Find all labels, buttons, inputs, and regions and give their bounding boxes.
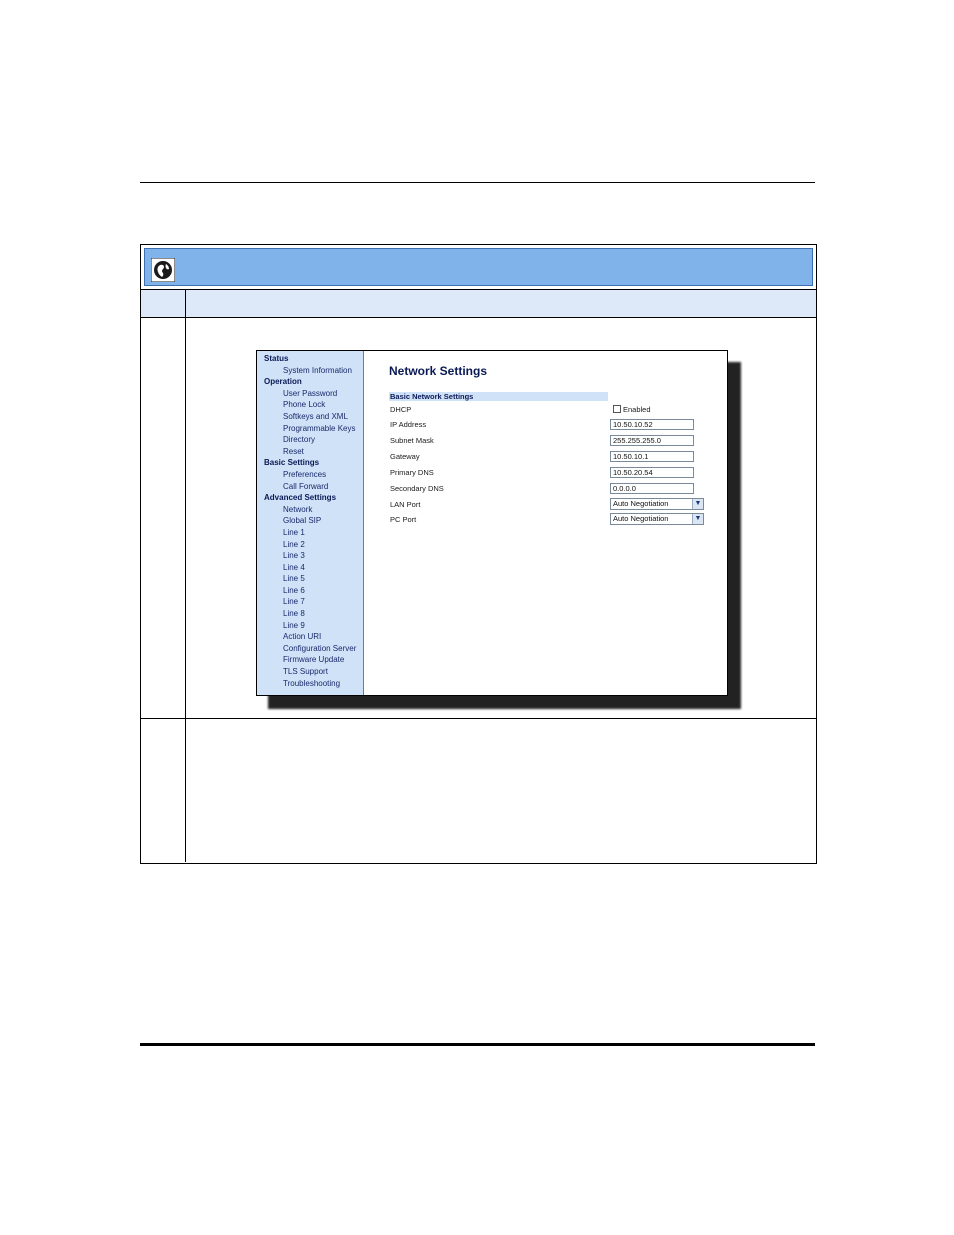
sidebar-item-network[interactable]: Network (283, 504, 313, 514)
primary-dns-input[interactable]: 10.50.20.54 (610, 467, 694, 478)
chevron-down-icon[interactable]: ▼ (692, 514, 703, 524)
gateway-input[interactable]: 10.50.10.1 (610, 451, 694, 462)
header-bar (144, 248, 813, 286)
sidebar-item-phone-lock[interactable]: Phone Lock (283, 400, 326, 410)
subnet-mask-label: Subnet Mask (390, 436, 434, 445)
lan-port-label: LAN Port (390, 500, 421, 509)
sidebar-item-line-6[interactable]: Line 6 (283, 585, 305, 595)
pc-port-value: Auto Negotiation (613, 514, 669, 523)
ip-address-input[interactable]: 10.50.10.52 (610, 419, 694, 430)
sidebar-item-line-2[interactable]: Line 2 (283, 539, 305, 549)
sidebar-nav (257, 351, 364, 695)
sidebar-item-line-1[interactable]: Line 1 (283, 527, 305, 537)
bottom-rule (140, 1043, 815, 1046)
sidebar-item-line-8[interactable]: Line 8 (283, 609, 305, 619)
chevron-down-icon[interactable]: ▼ (692, 499, 703, 509)
sidebar-item-line-4[interactable]: Line 4 (283, 562, 305, 572)
network-settings-panel (364, 351, 727, 695)
gateway-label: Gateway (390, 452, 420, 461)
section-title: Basic Network Settings (390, 392, 474, 401)
sidebar-item-system-information[interactable]: System Information (283, 365, 352, 375)
row-divider (141, 718, 816, 719)
web-ui-screenshot (256, 350, 728, 696)
pc-port-select[interactable] (610, 513, 704, 525)
sidebar-item-tls-support[interactable]: TLS Support (283, 667, 328, 677)
secondary-dns-label: Secondary DNS (390, 484, 444, 493)
sidebar-item-programmable-keys[interactable]: Programmable Keys (283, 423, 356, 433)
pc-port-label: PC Port (390, 515, 417, 524)
sidebar-section-status[interactable]: Status (264, 354, 289, 363)
secondary-dns-input[interactable]: 0.0.0.0 (610, 483, 694, 494)
table-header (140, 244, 817, 290)
sidebar-item-directory[interactable]: Directory (283, 435, 316, 445)
page-title: Network Settings (389, 364, 488, 378)
sidebar-item-call-forward[interactable]: Call Forward (283, 481, 329, 491)
sidebar-item-configuration-server[interactable]: Configuration Server (283, 643, 357, 653)
sidebar-item-softkeys-and-xml[interactable]: Softkeys and XML (283, 411, 348, 421)
sidebar-item-line-5[interactable]: Line 5 (283, 574, 305, 584)
dhcp-label: DHCP (390, 405, 412, 414)
top-rule (140, 182, 815, 183)
subnet-mask-input[interactable]: 255.255.255.0 (610, 435, 694, 446)
sidebar-section-advanced-settings[interactable]: Advanced Settings (264, 493, 337, 503)
primary-dns-label: Primary DNS (390, 468, 434, 477)
globe-icon (151, 258, 175, 282)
ip-address-label: IP Address (390, 420, 427, 429)
dhcp-checkbox[interactable] (613, 405, 621, 413)
sidebar-item-user-password[interactable]: User Password (283, 388, 338, 398)
lan-port-select[interactable] (610, 498, 704, 510)
step-number-column-divider (185, 290, 186, 862)
sidebar-section-operation[interactable]: Operation (264, 377, 302, 387)
sidebar-item-firmware-update[interactable]: Firmware Update (283, 655, 345, 665)
sidebar-item-line-7[interactable]: Line 7 (283, 597, 305, 607)
dhcp-enabled-label: Enabled (623, 405, 651, 414)
sidebar-item-reset[interactable]: Reset (283, 446, 304, 456)
sidebar-item-line-3[interactable]: Line 3 (283, 551, 305, 561)
lan-port-value: Auto Negotiation (613, 499, 669, 508)
sidebar-item-action-uri[interactable]: Action URI (283, 632, 322, 642)
sidebar-section-basic-settings[interactable]: Basic Settings (264, 458, 320, 468)
sidebar-item-global-sip[interactable]: Global SIP (283, 516, 322, 526)
sidebar-item-troubleshooting[interactable]: Troubleshooting (283, 678, 341, 688)
sidebar-item-preferences[interactable]: Preferences (283, 469, 327, 479)
column-header-row (141, 290, 816, 318)
sidebar-item-line-9[interactable]: Line 9 (283, 620, 305, 630)
